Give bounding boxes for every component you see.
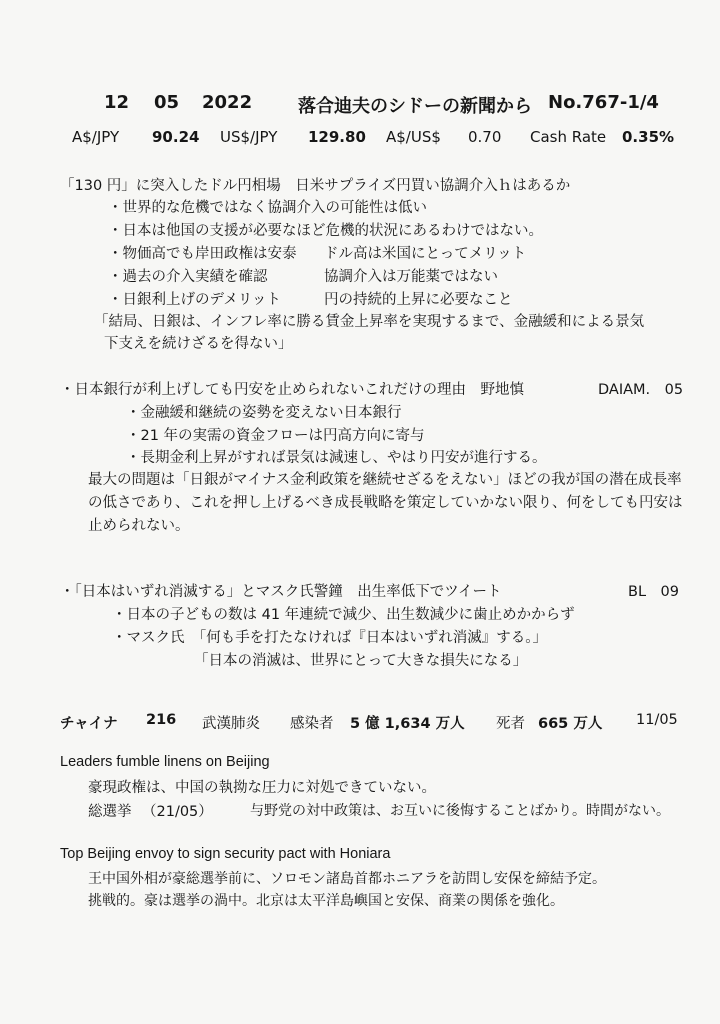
article1-bullet: ・物価高でも岸田政権は安泰: [108, 246, 297, 262]
china-infected-value: 5 億 1,634 万人: [350, 716, 465, 732]
article1-quote: 下支えを続けざるを得ない」: [104, 336, 293, 352]
rate-usd-jpy-value: 129.80: [308, 128, 366, 146]
china-deaths-label: 死者: [496, 716, 525, 732]
article3-source: BL 09: [628, 584, 679, 600]
article2-body: 止められない。: [88, 518, 190, 534]
article1-headline: 「130 円」に突入したドル円相場 日米サプライズ円買い協調介入ｈはあるか: [60, 178, 571, 194]
article5-line: 挑戦的。豪は選挙の渦中。北京は太平洋島嶼国と安保、商業の関係を強化。: [88, 893, 564, 909]
article1-bullet-note: ドル高は米国にとってメリット: [324, 246, 527, 262]
rate-aud-usd-value: 0.70: [468, 128, 502, 146]
rate-aud-usd-label: A$/US$: [386, 128, 441, 146]
cash-rate-value: 0.35%: [622, 128, 675, 146]
rate-usd-jpy-label: US$/JPY: [220, 128, 278, 146]
article5-headline: Top Beijing envoy to sign security pact with Honiara: [60, 846, 391, 862]
article4-line: 与野党の対中政策は、お互いに後悔することばかり。時間がない。: [250, 803, 670, 819]
article2-body: 最大の問題は「日銀がマイナス金利政策を継続せざるをえない」ほどの我が国の潜在成長率: [88, 472, 682, 488]
china-label: チャイナ: [60, 716, 118, 732]
article4-election-date: （21/05）: [142, 804, 213, 820]
article1-bullet-note: 円の持続的上昇に必要なこと: [324, 292, 513, 308]
article2-bullet: ・21 年の実需の資金フローは円高方向に寄与: [126, 428, 425, 444]
rate-aud-jpy-label: A$/JPY: [72, 128, 120, 146]
article1-bullet: ・日本は他国の支援が必要なほど危機的状況にあるわけではない。: [108, 223, 543, 239]
header-number: No.767-1/4: [548, 92, 659, 113]
header-month: 05: [154, 92, 180, 113]
article3-bullet: ・日本の子どもの数は 41 年連続で減少、出生数減少に歯止めかからず: [112, 607, 575, 623]
header-title: 落合迪夫のシドーの新聞から: [298, 96, 532, 117]
article2-body: の低さであり、これを押し上げるべき成長戦略を策定していかない限り、何をしても円安は: [88, 495, 683, 511]
article1-bullet: ・日銀利上げのデメリット: [108, 292, 281, 308]
article3-bullet: ・マスク氏 「何も手を打たなければ『日本はいずれ消滅』する。」: [112, 630, 547, 646]
article1-bullet: ・世界的な危機ではなく協調介入の可能性は低い: [108, 200, 427, 216]
article2-headline: ・日本銀行が利上げしても円安を止められないこれだけの理由 野地慎: [60, 382, 524, 398]
china-number: 216: [146, 712, 177, 728]
article4-election-label: 総選挙: [88, 804, 132, 820]
china-infected-label: 感染者: [290, 716, 334, 732]
header-day: 12: [104, 92, 130, 113]
china-deaths-value: 665 万人: [538, 716, 603, 732]
rate-aud-jpy-value: 90.24: [152, 128, 200, 146]
article4-line: 豪現政権は、中国の執拗な圧力に対処できていない。: [88, 780, 436, 796]
article2-source: DAIAM. 05: [598, 382, 684, 398]
cash-rate-label: Cash Rate: [530, 128, 607, 146]
article2-bullet: ・金融緩和継続の姿勢を変えない日本銀行: [126, 405, 402, 421]
article1-bullet: ・過去の介入実績を確認: [108, 269, 268, 285]
article4-headline: Leaders fumble linens on Beijing: [60, 754, 270, 770]
china-date: 11/05: [636, 712, 678, 728]
article3-headline: ・「日本はいずれ消滅する」とマスク氏警鐘 出生率低下でツイート: [60, 584, 502, 600]
article5-line: 王中国外相が豪総選挙前に、ソロモン諸島首都ホニアラを訪問し安保を締結予定。: [88, 871, 606, 887]
article1-quote: 「結局、日銀は、インフレ率に勝る賃金上昇率を実現するまで、金融緩和による景気: [94, 314, 645, 330]
article1-bullet-note: 協調介入は万能薬ではない: [324, 269, 498, 285]
header-year: 2022: [202, 92, 253, 113]
article2-bullet: ・長期金利上昇がすれば景気は減速し、やはり円安が進行する。: [126, 450, 547, 466]
article3-quote: 「日本の消滅は、世界にとって大きな損失になる」: [194, 653, 528, 669]
china-disease: 武漢肺炎: [202, 716, 260, 732]
